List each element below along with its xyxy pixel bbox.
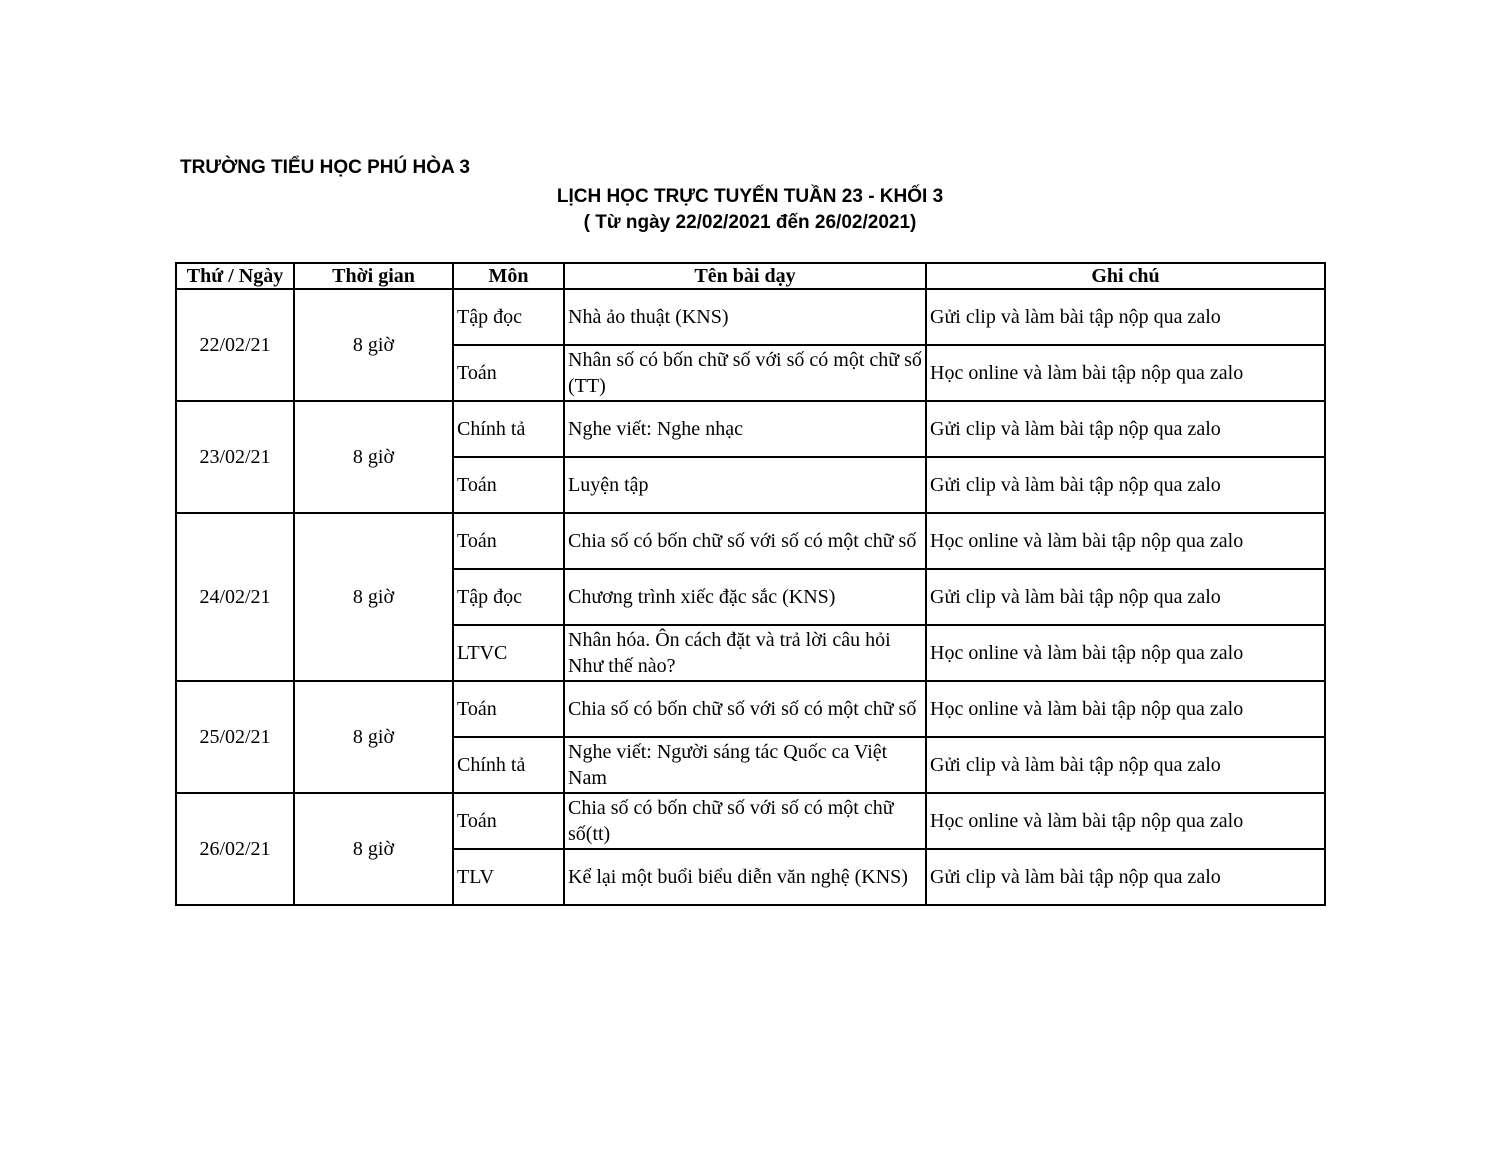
note-cell: Gửi clip và làm bài tập nộp qua zalo [926,737,1325,793]
note-cell: Học online và làm bài tập nộp qua zalo [926,345,1325,401]
note-cell: Gửi clip và làm bài tập nộp qua zalo [926,569,1325,625]
date-cell: 22/02/21 [176,289,294,401]
lesson-cell: Nghe viết: Người sáng tác Quốc ca Việt Nam [564,737,926,793]
lesson-cell: Chia số có bốn chữ số với số có một chữ số [564,681,926,737]
note-cell: Gửi clip và làm bài tập nộp qua zalo [926,849,1325,905]
time-cell: 8 giờ [294,793,453,905]
subject-cell: Toán [453,457,564,513]
date-cell: 23/02/21 [176,401,294,513]
subject-cell: LTVC [453,625,564,681]
subject-cell: Chính tả [453,737,564,793]
subject-cell: Toán [453,345,564,401]
subject-cell: Tập đọc [453,289,564,345]
date-range-subtitle: ( Từ ngày 22/02/2021 đến 26/02/2021) [583,212,917,233]
school-name: TRƯỜNG TIỂU HỌC PHÚ HÒA 3 [180,157,470,178]
subject-cell: Toán [453,793,564,849]
time-cell: 8 giờ [294,513,453,681]
subject-cell: Toán [453,513,564,569]
table-row [176,401,1325,457]
lesson-cell: Kể lại một buổi biểu diễn văn nghệ (KNS) [564,849,926,905]
table-row [176,289,1325,345]
lesson-cell: Chương trình xiếc đặc sắc (KNS) [564,569,926,625]
note-cell: Gửi clip và làm bài tập nộp qua zalo [926,289,1325,345]
time-cell: 8 giờ [294,289,453,401]
subject-cell: Toán [453,681,564,737]
note-cell: Học online và làm bài tập nộp qua zalo [926,681,1325,737]
table-row [176,681,1325,737]
lesson-cell: Nhân số có bốn chữ số với số có một chữ số (TT) [564,345,926,401]
note-cell: Học online và làm bài tập nộp qua zalo [926,793,1325,849]
document-title: LỊCH HỌC TRỰC TUYẾN TUẦN 23 - KHỐI 3 [556,186,944,207]
note-cell: Gửi clip và làm bài tập nộp qua zalo [926,457,1325,513]
time-cell: 8 giờ [294,401,453,513]
date-cell: 24/02/21 [176,513,294,681]
schedule-table [175,262,1326,906]
table-row [176,793,1325,849]
lesson-cell: Nhà ảo thuật (KNS) [564,289,926,345]
note-cell: Gửi clip và làm bài tập nộp qua zalo [926,401,1325,457]
subject-cell: Tập đọc [453,569,564,625]
time-cell: 8 giờ [294,681,453,793]
table-row [176,513,1325,569]
header-lesson: Tên bài dạy [564,263,926,289]
lesson-cell: Luyện tập [564,457,926,513]
header-date: Thứ / Ngày [176,263,294,289]
date-cell: 25/02/21 [176,681,294,793]
header-note: Ghi chú [926,263,1325,289]
header-time: Thời gian [294,263,453,289]
note-cell: Học online và làm bài tập nộp qua zalo [926,625,1325,681]
date-cell: 26/02/21 [176,793,294,905]
lesson-cell: Nhân hóa. Ôn cách đặt và trả lời câu hỏi Như thế nào? [564,625,926,681]
table-header-row [176,263,1325,289]
lesson-cell: Chia số có bốn chữ số với số có một chữ số [564,513,926,569]
note-cell: Học online và làm bài tập nộp qua zalo [926,513,1325,569]
lesson-cell: Nghe viết: Nghe nhạc [564,401,926,457]
lesson-cell: Chia số có bốn chữ số với số có một chữ số(tt) [564,793,926,849]
header-subject: Môn [453,263,564,289]
subject-cell: TLV [453,849,564,905]
subject-cell: Chính tả [453,401,564,457]
